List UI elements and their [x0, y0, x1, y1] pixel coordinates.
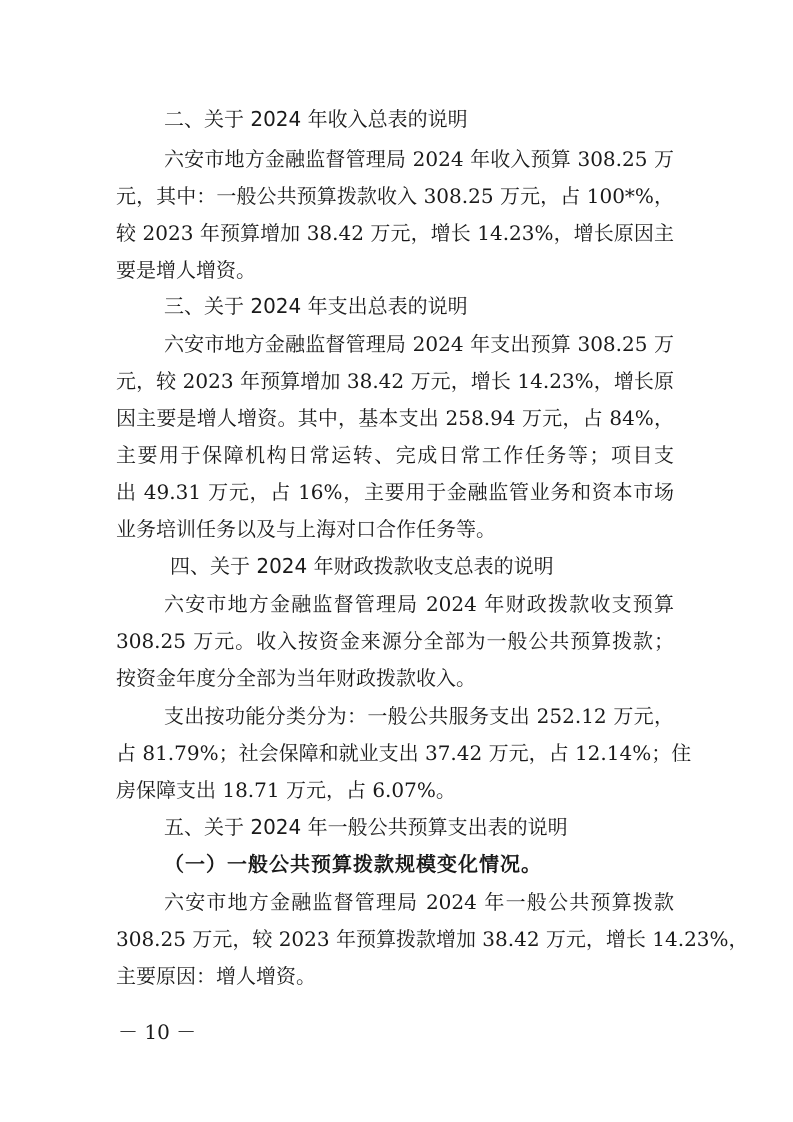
paragraph-line: 占 81.79%；社会保障和就业支出 37.42 万元，占 12.14%；住 [116, 741, 692, 765]
section-heading-expenditure: 三、关于 2024 年支出总表的说明 [164, 294, 468, 318]
paragraph-line: 六安市地方金融监督管理局 2024 年财政拨款收支预算 [164, 592, 674, 616]
paragraph-line: 要是增人增资。 [116, 258, 256, 282]
subsection-heading: （一）一般公共预算拨款规模变化情况。 [164, 852, 542, 876]
paragraph-line: 主要原因：增人增资。 [116, 964, 316, 988]
paragraph-line: 房保障支出 18.71 万元，占 6.07%。 [116, 778, 456, 802]
paragraph-line: 308.25 万元，较 2023 年预算拨款增加 38.42 万元，增长 14.23%， [116, 927, 749, 951]
paragraph-line: 元，较 2023 年预算增加 38.42 万元，增长 14.23%，增长原 [116, 369, 674, 393]
paragraph-line: 六安市地方金融监督管理局 2024 年支出预算 308.25 万 [164, 332, 674, 356]
section-heading-general-budget: 五、关于 2024 年一般公共预算支出表的说明 [164, 815, 568, 839]
paragraph-line: 出 49.31 万元，占 16%，主要用于金融监管业务和资本市场 [116, 480, 674, 504]
paragraph-line: 较 2023 年预算增加 38.42 万元，增长 14.23%，增长原因主 [116, 221, 674, 245]
paragraph-line: 按资金年度分全部为当年财政拨款收入。 [116, 666, 476, 690]
paragraph-line: 六安市地方金融监督管理局 2024 年一般公共预算拨款 [164, 890, 674, 914]
paragraph-line: 308.25 万元。收入按资金来源分全部为一般公共预算拨款； [116, 629, 674, 653]
paragraph-line: 元，其中：一般公共预算拨款收入 308.25 万元，占 100*%， [116, 184, 674, 208]
paragraph-line: 业务培训任务以及与上海对口合作任务等。 [116, 517, 496, 541]
paragraph-line: 支出按功能分类分为：一般公共服务支出 252.12 万元， [164, 704, 674, 728]
section-heading-income: 二、关于 2024 年收入总表的说明 [164, 107, 468, 131]
paragraph-line: 因主要是增人增资。其中，基本支出 258.94 万元，占 84%， [116, 406, 674, 430]
section-heading-fiscal-allocation: 四、关于 2024 年财政拨款收支总表的说明 [170, 554, 554, 578]
page-number: － 10 － [118, 1020, 197, 1044]
paragraph-line: 主要用于保障机构日常运转、完成日常工作任务等；项目支 [116, 443, 674, 467]
paragraph-line: 六安市地方金融监督管理局 2024 年收入预算 308.25 万 [164, 147, 674, 171]
